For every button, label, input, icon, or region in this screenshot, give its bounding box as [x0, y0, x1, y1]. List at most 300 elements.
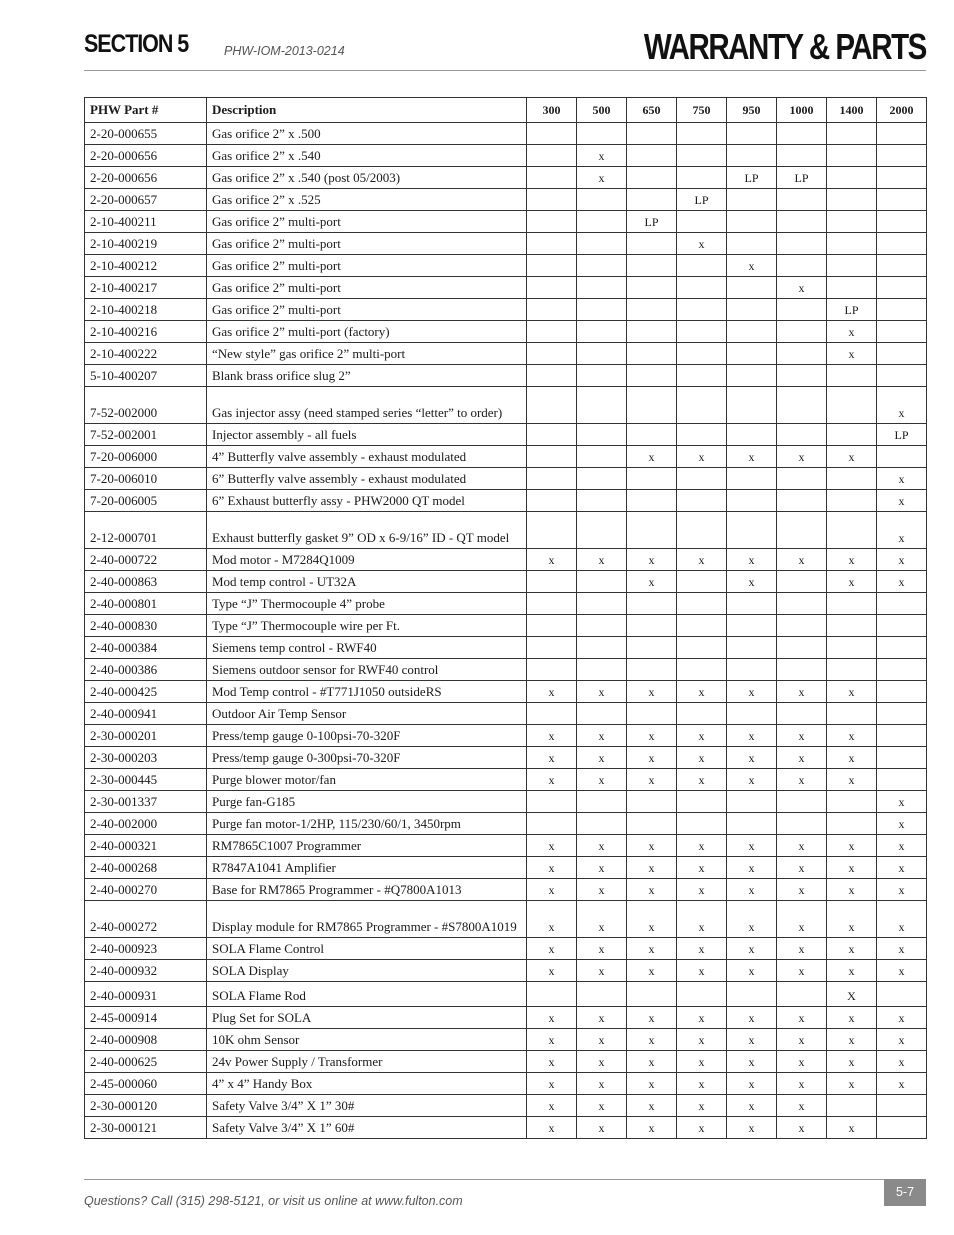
table-row — [85, 365, 927, 387]
model-mark-cell — [627, 512, 677, 549]
model-mark-cell — [777, 659, 827, 681]
model-mark-cell — [677, 813, 727, 835]
model-mark-cell: x — [777, 747, 827, 769]
model-mark-cell: x — [627, 1073, 677, 1095]
model-mark-cell: x — [677, 549, 727, 571]
model-mark-cell: x — [627, 1095, 677, 1117]
model-mark-cell — [827, 145, 877, 167]
model-mark-cell — [877, 637, 927, 659]
table-row — [85, 233, 927, 255]
model-mark-cell: x — [727, 1051, 777, 1073]
model-mark-cell: LP — [677, 189, 727, 211]
model-mark-cell — [777, 637, 827, 659]
description-cell: Gas orifice 2” multi-port — [207, 211, 527, 233]
model-mark-cell — [627, 813, 677, 835]
model-mark-cell — [727, 659, 777, 681]
model-mark-cell: x — [827, 343, 877, 365]
model-mark-cell — [527, 123, 577, 145]
model-mark-cell: x — [827, 960, 877, 982]
description-cell: Type “J” Thermocouple wire per Ft. — [207, 615, 527, 637]
model-mark-cell: x — [527, 1007, 577, 1029]
description-cell: Purge fan motor-1/2HP, 115/230/60/1, 3450rpm — [207, 813, 527, 835]
model-mark-cell — [577, 813, 627, 835]
part-number-cell: 2-40-000931 — [85, 982, 207, 1007]
model-mark-cell — [577, 468, 627, 490]
model-mark-cell — [877, 681, 927, 703]
model-mark-cell — [727, 424, 777, 446]
model-mark-cell: x — [677, 446, 727, 468]
model-mark-cell — [677, 123, 727, 145]
description-cell: Gas orifice 2” multi-port — [207, 277, 527, 299]
model-mark-cell: x — [827, 725, 877, 747]
model-mark-cell: x — [777, 879, 827, 901]
model-mark-cell — [877, 725, 927, 747]
part-number-cell: 2-40-000425 — [85, 681, 207, 703]
model-mark-cell — [627, 703, 677, 725]
model-mark-cell: x — [827, 571, 877, 593]
model-mark-cell — [527, 703, 577, 725]
model-mark-cell — [727, 277, 777, 299]
model-mark-cell: LP — [777, 167, 827, 189]
model-mark-cell — [777, 145, 827, 167]
description-cell: RM7865C1007 Programmer — [207, 835, 527, 857]
model-mark-cell — [727, 233, 777, 255]
model-mark-cell: x — [527, 857, 577, 879]
description-cell: 4” Butterfly valve assembly - exhaust modulated — [207, 446, 527, 468]
part-number-cell: 2-20-000656 — [85, 167, 207, 189]
model-mark-cell — [627, 659, 677, 681]
model-mark-cell — [727, 791, 777, 813]
model-mark-cell — [877, 1095, 927, 1117]
description-cell: 4” x 4” Handy Box — [207, 1073, 527, 1095]
description-cell: Gas orifice 2” x .540 — [207, 145, 527, 167]
model-mark-cell — [877, 615, 927, 637]
model-mark-cell: x — [677, 1095, 727, 1117]
model-mark-cell — [877, 145, 927, 167]
table-row — [85, 424, 927, 446]
table-row — [85, 189, 927, 211]
description-cell: SOLA Flame Rod — [207, 982, 527, 1007]
model-mark-cell — [777, 791, 827, 813]
part-number-cell: 2-30-000203 — [85, 747, 207, 769]
model-mark-cell: x — [827, 1073, 877, 1095]
model-mark-cell — [627, 145, 677, 167]
model-mark-cell — [877, 659, 927, 681]
model-mark-cell — [527, 791, 577, 813]
description-cell: Mod Temp control - #T771J1050 outsideRS — [207, 681, 527, 703]
table-row — [85, 901, 927, 938]
model-mark-cell — [877, 446, 927, 468]
model-mark-cell: x — [827, 549, 877, 571]
column-header-model-500: 500 — [577, 98, 627, 123]
model-mark-cell: x — [727, 446, 777, 468]
model-mark-cell: x — [827, 1029, 877, 1051]
page-number: 5-7 — [884, 1179, 926, 1206]
model-mark-cell: x — [577, 960, 627, 982]
model-mark-cell — [527, 571, 577, 593]
model-mark-cell — [577, 512, 627, 549]
model-mark-cell: x — [577, 549, 627, 571]
model-mark-cell — [777, 982, 827, 1007]
model-mark-cell — [527, 424, 577, 446]
model-mark-cell: x — [627, 1029, 677, 1051]
model-mark-cell: x — [727, 549, 777, 571]
model-mark-cell — [577, 387, 627, 424]
model-mark-cell: x — [727, 681, 777, 703]
model-mark-cell: x — [627, 835, 677, 857]
model-mark-cell — [577, 571, 627, 593]
column-header-model-300: 300 — [527, 98, 577, 123]
part-number-cell: 2-30-000120 — [85, 1095, 207, 1117]
model-mark-cell: x — [627, 446, 677, 468]
model-mark-cell — [777, 468, 827, 490]
description-cell: Mod motor - M7284Q1009 — [207, 549, 527, 571]
model-mark-cell: x — [877, 901, 927, 938]
model-mark-cell — [527, 593, 577, 615]
model-mark-cell — [727, 703, 777, 725]
table-row — [85, 681, 927, 703]
model-mark-cell — [677, 299, 727, 321]
model-mark-cell: x — [727, 835, 777, 857]
model-mark-cell: x — [527, 769, 577, 791]
model-mark-cell — [677, 255, 727, 277]
table-row — [85, 637, 927, 659]
part-number-cell: 7-20-006010 — [85, 468, 207, 490]
part-number-cell: 2-10-400217 — [85, 277, 207, 299]
model-mark-cell: x — [777, 1029, 827, 1051]
model-mark-cell: x — [777, 769, 827, 791]
model-mark-cell — [527, 659, 577, 681]
table-row — [85, 1007, 927, 1029]
table-row — [85, 1095, 927, 1117]
model-mark-cell: x — [877, 549, 927, 571]
model-mark-cell — [577, 424, 627, 446]
model-mark-cell: x — [677, 960, 727, 982]
model-mark-cell — [727, 593, 777, 615]
part-number-cell: 2-40-000863 — [85, 571, 207, 593]
table-row — [85, 512, 927, 549]
model-mark-cell: x — [527, 835, 577, 857]
model-mark-cell: x — [627, 747, 677, 769]
description-cell: “New style” gas orifice 2” multi-port — [207, 343, 527, 365]
model-mark-cell: x — [527, 901, 577, 938]
column-header-model-650: 650 — [627, 98, 677, 123]
model-mark-cell — [577, 615, 627, 637]
model-mark-cell: x — [577, 901, 627, 938]
description-cell: Siemens outdoor sensor for RWF40 control — [207, 659, 527, 681]
table-header-row — [85, 98, 927, 123]
part-number-cell: 2-40-000830 — [85, 615, 207, 637]
part-number-cell: 7-20-006005 — [85, 490, 207, 512]
model-mark-cell: x — [627, 549, 677, 571]
model-mark-cell — [777, 703, 827, 725]
model-mark-cell — [677, 982, 727, 1007]
model-mark-cell: x — [777, 1073, 827, 1095]
model-mark-cell: x — [877, 938, 927, 960]
model-mark-cell — [877, 189, 927, 211]
description-cell: Outdoor Air Temp Sensor — [207, 703, 527, 725]
model-mark-cell — [527, 321, 577, 343]
description-cell: Plug Set for SOLA — [207, 1007, 527, 1029]
model-mark-cell — [827, 211, 877, 233]
part-number-cell: 2-40-000384 — [85, 637, 207, 659]
model-mark-cell — [677, 321, 727, 343]
model-mark-cell: x — [827, 1007, 877, 1029]
model-mark-cell: x — [877, 835, 927, 857]
model-mark-cell: x — [777, 1007, 827, 1029]
column-header-model-950: 950 — [727, 98, 777, 123]
part-number-cell: 2-10-400216 — [85, 321, 207, 343]
model-mark-cell: x — [827, 835, 877, 857]
model-mark-cell: x — [727, 725, 777, 747]
model-mark-cell — [527, 637, 577, 659]
table-row — [85, 446, 927, 468]
model-mark-cell — [577, 123, 627, 145]
table-row — [85, 879, 927, 901]
model-mark-cell — [677, 593, 727, 615]
page-header — [84, 28, 926, 71]
model-mark-cell: x — [527, 725, 577, 747]
model-mark-cell — [627, 468, 677, 490]
model-mark-cell: x — [827, 938, 877, 960]
model-mark-cell: x — [727, 960, 777, 982]
table-row — [85, 960, 927, 982]
model-mark-cell: x — [727, 1029, 777, 1051]
model-mark-cell — [527, 512, 577, 549]
model-mark-cell — [827, 512, 877, 549]
model-mark-cell: LP — [877, 424, 927, 446]
model-mark-cell — [827, 593, 877, 615]
model-mark-cell — [877, 982, 927, 1007]
table-row — [85, 659, 927, 681]
model-mark-cell — [577, 490, 627, 512]
part-number-cell: 2-40-000272 — [85, 901, 207, 938]
table-row — [85, 982, 927, 1007]
model-mark-cell: x — [677, 769, 727, 791]
description-cell: Press/temp gauge 0-100psi-70-320F — [207, 725, 527, 747]
model-mark-cell — [827, 813, 877, 835]
model-mark-cell — [777, 512, 827, 549]
parts-table-body — [85, 123, 927, 1139]
model-mark-cell — [727, 512, 777, 549]
document-number: PHW-IOM-2013-0214 — [224, 44, 345, 58]
model-mark-cell: x — [777, 446, 827, 468]
model-mark-cell: x — [577, 1007, 627, 1029]
model-mark-cell — [577, 299, 627, 321]
model-mark-cell: x — [877, 387, 927, 424]
description-cell: 10K ohm Sensor — [207, 1029, 527, 1051]
model-mark-cell: x — [527, 938, 577, 960]
model-mark-cell: x — [627, 960, 677, 982]
model-mark-cell: x — [877, 791, 927, 813]
model-mark-cell: x — [577, 725, 627, 747]
table-row — [85, 321, 927, 343]
model-mark-cell — [877, 769, 927, 791]
description-cell: Siemens temp control - RWF40 — [207, 637, 527, 659]
model-mark-cell — [677, 468, 727, 490]
model-mark-cell — [677, 791, 727, 813]
model-mark-cell — [777, 255, 827, 277]
model-mark-cell: x — [777, 901, 827, 938]
model-mark-cell — [577, 982, 627, 1007]
model-mark-cell — [777, 490, 827, 512]
part-number-cell: 2-40-000908 — [85, 1029, 207, 1051]
model-mark-cell — [527, 255, 577, 277]
model-mark-cell: x — [577, 879, 627, 901]
model-mark-cell: x — [727, 255, 777, 277]
model-mark-cell — [577, 189, 627, 211]
model-mark-cell: x — [677, 901, 727, 938]
model-mark-cell — [777, 387, 827, 424]
model-mark-cell: X — [827, 982, 877, 1007]
model-mark-cell — [777, 233, 827, 255]
model-mark-cell — [527, 277, 577, 299]
model-mark-cell — [727, 637, 777, 659]
model-mark-cell — [677, 659, 727, 681]
model-mark-cell: x — [627, 857, 677, 879]
model-mark-cell — [727, 468, 777, 490]
column-header-description: Description — [207, 98, 527, 123]
description-cell: Press/temp gauge 0-300psi-70-320F — [207, 747, 527, 769]
description-cell: Exhaust butterfly gasket 9” OD x 6-9/16” ID - QT model — [207, 512, 527, 549]
part-number-cell: 2-40-000801 — [85, 593, 207, 615]
description-cell: Gas orifice 2” multi-port — [207, 299, 527, 321]
model-mark-cell — [627, 233, 677, 255]
part-number-cell: 2-40-000923 — [85, 938, 207, 960]
description-cell: Gas orifice 2” x .500 — [207, 123, 527, 145]
model-mark-cell: x — [727, 901, 777, 938]
model-mark-cell — [577, 446, 627, 468]
table-row — [85, 145, 927, 167]
description-cell: Purge fan-G185 — [207, 791, 527, 813]
model-mark-cell — [627, 424, 677, 446]
model-mark-cell — [627, 982, 677, 1007]
parts-table — [84, 97, 927, 1139]
model-mark-cell: x — [827, 747, 877, 769]
model-mark-cell: x — [627, 938, 677, 960]
model-mark-cell — [727, 299, 777, 321]
model-mark-cell — [627, 321, 677, 343]
model-mark-cell: x — [877, 960, 927, 982]
part-number-cell: 2-30-000121 — [85, 1117, 207, 1139]
model-mark-cell — [577, 255, 627, 277]
model-mark-cell — [877, 123, 927, 145]
model-mark-cell: x — [727, 1007, 777, 1029]
model-mark-cell — [827, 468, 877, 490]
table-row — [85, 167, 927, 189]
model-mark-cell — [777, 813, 827, 835]
model-mark-cell: x — [877, 813, 927, 835]
column-header-model-1400: 1400 — [827, 98, 877, 123]
model-mark-cell — [627, 637, 677, 659]
model-mark-cell — [827, 1095, 877, 1117]
footer-contact: Questions? Call (315) 298-5121, or visit us online at www.fulton.com — [84, 1194, 463, 1208]
model-mark-cell — [827, 365, 877, 387]
model-mark-cell — [577, 593, 627, 615]
table-row — [85, 490, 927, 512]
model-mark-cell: x — [777, 857, 827, 879]
model-mark-cell — [677, 343, 727, 365]
table-row — [85, 769, 927, 791]
model-mark-cell — [527, 387, 577, 424]
part-number-cell: 7-20-006000 — [85, 446, 207, 468]
model-mark-cell: x — [577, 857, 627, 879]
model-mark-cell — [877, 167, 927, 189]
description-cell: Gas orifice 2” multi-port — [207, 255, 527, 277]
model-mark-cell: x — [727, 857, 777, 879]
model-mark-cell — [627, 791, 677, 813]
part-number-cell: 2-10-400211 — [85, 211, 207, 233]
table-row — [85, 747, 927, 769]
model-mark-cell — [527, 468, 577, 490]
model-mark-cell — [827, 703, 877, 725]
model-mark-cell — [877, 255, 927, 277]
model-mark-cell: x — [677, 1073, 727, 1095]
model-mark-cell: x — [727, 879, 777, 901]
model-mark-cell — [827, 167, 877, 189]
table-row — [85, 725, 927, 747]
table-row — [85, 571, 927, 593]
model-mark-cell: x — [577, 1029, 627, 1051]
model-mark-cell: x — [877, 1073, 927, 1095]
model-mark-cell — [627, 167, 677, 189]
description-cell: Injector assembly - all fuels — [207, 424, 527, 446]
model-mark-cell: x — [827, 769, 877, 791]
model-mark-cell: x — [527, 747, 577, 769]
part-number-cell: 2-40-000941 — [85, 703, 207, 725]
table-row — [85, 387, 927, 424]
description-cell: Gas injector assy (need stamped series “letter” to order) — [207, 387, 527, 424]
model-mark-cell: x — [627, 879, 677, 901]
model-mark-cell: x — [577, 938, 627, 960]
model-mark-cell: x — [727, 747, 777, 769]
model-mark-cell — [577, 233, 627, 255]
table-row — [85, 1051, 927, 1073]
model-mark-cell: x — [827, 1117, 877, 1139]
model-mark-cell: x — [527, 549, 577, 571]
model-mark-cell — [527, 211, 577, 233]
model-mark-cell: x — [627, 901, 677, 938]
model-mark-cell: x — [777, 938, 827, 960]
model-mark-cell — [877, 233, 927, 255]
model-mark-cell — [627, 615, 677, 637]
model-mark-cell: x — [677, 1029, 727, 1051]
model-mark-cell — [877, 1117, 927, 1139]
model-mark-cell — [627, 255, 677, 277]
model-mark-cell — [827, 277, 877, 299]
model-mark-cell: x — [877, 1029, 927, 1051]
model-mark-cell — [677, 512, 727, 549]
model-mark-cell: x — [677, 835, 727, 857]
model-mark-cell — [627, 189, 677, 211]
model-mark-cell: x — [777, 1051, 827, 1073]
model-mark-cell: x — [627, 571, 677, 593]
column-header-model-2000: 2000 — [877, 98, 927, 123]
table-row — [85, 938, 927, 960]
description-cell: Base for RM7865 Programmer - #Q7800A1013 — [207, 879, 527, 901]
model-mark-cell — [527, 167, 577, 189]
table-row — [85, 468, 927, 490]
model-mark-cell: x — [677, 1117, 727, 1139]
model-mark-cell: x — [827, 879, 877, 901]
model-mark-cell: x — [677, 857, 727, 879]
model-mark-cell: x — [877, 879, 927, 901]
part-number-cell: 2-10-400212 — [85, 255, 207, 277]
model-mark-cell: x — [527, 879, 577, 901]
model-mark-cell: x — [527, 960, 577, 982]
model-mark-cell: x — [577, 747, 627, 769]
model-mark-cell: x — [777, 725, 827, 747]
